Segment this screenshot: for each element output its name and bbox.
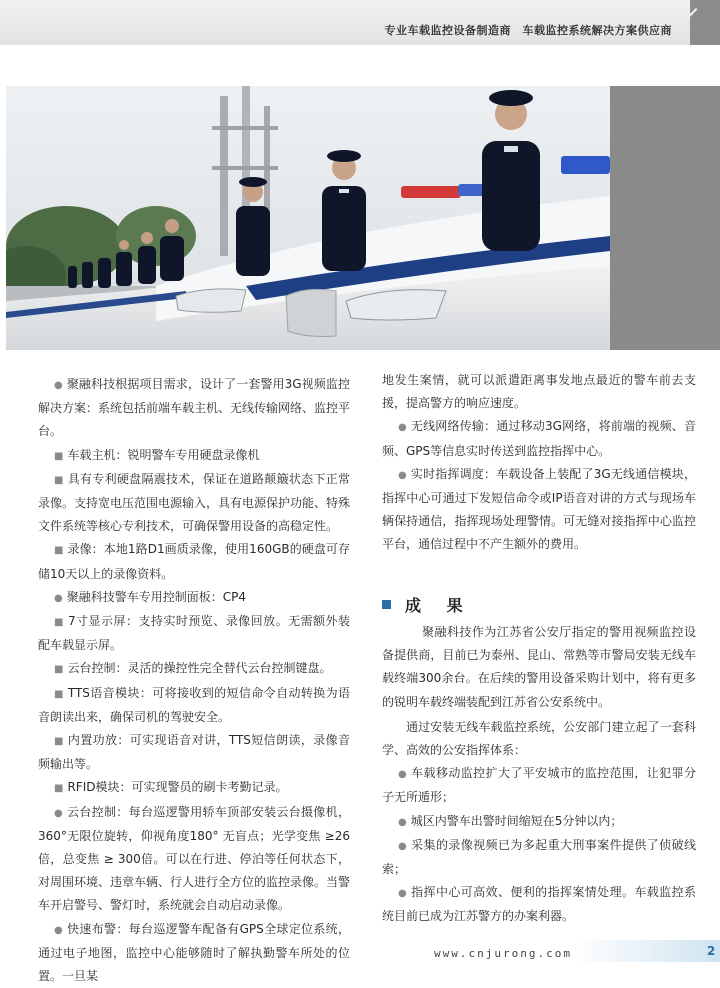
bullet-icon: ■ xyxy=(54,736,64,748)
intro-paragraph: ● 聚融科技根据项目需求，设计了一套警用3G视频监控解决方案：系统包括前端车载主机、无线传输网络、监控平台。 xyxy=(38,377,351,439)
list-item: ● 城区内警车出警时间缩短在5分钟以内； xyxy=(398,813,623,828)
list-item: ● 快速布警：每台巡逻警车配备有GPS全球定位系统，通过电子地图，监控中心能够随时了解执勤警车所处的位置。一旦某 xyxy=(38,921,351,984)
bullet-icon: ■ xyxy=(54,545,64,557)
list-item: ■ 车载主机：锐明警车专用硬盘录像机 xyxy=(54,447,260,462)
section-heading xyxy=(382,593,473,616)
bullet-icon: ● xyxy=(398,422,407,434)
page-number: 2 xyxy=(707,944,716,958)
list-item: ● 采集的录像视频已为多起重大刑事案件提供了侦破线索； xyxy=(382,837,696,877)
bullet-icon: ● xyxy=(398,469,407,481)
list-item: ● 指挥中心可高效、便利的指挥案情处理。车载监控系统目前已成为江苏警方的办案利器。 xyxy=(382,885,696,924)
footer-band xyxy=(572,940,720,962)
bullet-icon: ■ xyxy=(54,783,64,795)
list-item: ● 云台控制：每台巡逻警用轿车顶部安装云台摄像机，360°无限位旋转，仰视角度180° 无盲点；光学变焦 ≥26倍，总变焦 ≥ 300倍。可以在行进、停泊等任何状态下，对周围环境、违章车辆、行人进行全方位的监控录像。当警车开启警号、警灯时，系统就会自动启动录像。 xyxy=(38,804,351,913)
bullet-icon: ● xyxy=(54,380,63,391)
bullet-icon: ● xyxy=(398,769,408,781)
police-cars-photo xyxy=(6,86,610,350)
right-column xyxy=(382,369,696,557)
list-item: ■ TTS语音模块：可将接收到的短信命令自动转换为语音朗读出来，确保司机的驾驶安全。 xyxy=(38,685,350,724)
list-item: ■ 云台控制：灵活的操控性完全替代云台控制键盘。 xyxy=(54,661,332,676)
list-item: ■ 录像：本地1路D1画质录像，使用160GB的硬盘可存储10天以上的录像资料。 xyxy=(38,542,350,581)
bullet-icon: ■ xyxy=(54,688,64,700)
bullet-icon: ● xyxy=(398,816,407,828)
bullet-icon: ● xyxy=(54,592,63,604)
results-paragraph: 聚融科技作为江苏省公安厅指定的警用视频监控设备提供商，目前已为泰州、昆山、常熟等市警局安装无线车载终端300余台。在后续的警用设备采购计划中，将有更多的锐明车载终端装配到江苏省公安系统中。 xyxy=(382,625,696,709)
section-title: 成 果 xyxy=(405,596,473,615)
list-item: ● 聚融科技警车专用控制面板：CP4 xyxy=(54,589,246,604)
bullet-icon: ● xyxy=(54,807,64,819)
list-item: ● 实时指挥调度：车载设备上装配了3G无线通信模块，指挥中心可通过下发短信命令或IP语音对讲的方式与现场车辆保持通信，指挥现场处理警情。可无缝对接指挥中心监控平台，通信过程中不产生额外的费用。 xyxy=(382,466,696,552)
results-body xyxy=(382,621,696,929)
list-item: ■ 具有专利硬盘隔震技术，保证在道路颠簸状态下正常录像。支持宽电压范围电源输入，具有电源保护功能、特殊文件系统等核心专利技术，可确保警用设备的高稳定性。 xyxy=(38,471,351,534)
list-item: ● 无线网络传输：通过移动3G网络，将前端的视频、音频、GPS等信息实时传送到监控指挥中心。 xyxy=(382,419,696,458)
list-item: ● 车载移动监控扩大了平安城市的监控范围，让犯罪分子无所遁形； xyxy=(382,766,696,805)
header-corner-block xyxy=(690,0,720,45)
footer-url: www.cnjurong.com xyxy=(434,947,572,960)
list-item: ■ RFID模块：可实现警员的刷卡考勤记录。 xyxy=(54,780,288,795)
header-tagline: 专业车载监控设备制造商 车载监控系统解决方案供应商 xyxy=(384,24,672,37)
list-item: ■ 7寸显示屏：支持实时预览、录像回放。无需额外装配车载显示屏。 xyxy=(38,614,351,653)
photo-side-block xyxy=(610,86,720,350)
left-column xyxy=(38,373,350,988)
heading-square-icon xyxy=(382,600,391,609)
police-cars-illustration xyxy=(6,86,610,350)
results-paragraph: 通过安装无线车载监控系统，公安部门建立起了一套科学、高效的公安指挥体系： xyxy=(382,719,696,758)
bullet-icon: ● xyxy=(398,888,408,900)
bullet-icon: ● xyxy=(54,924,64,936)
bullet-icon: ■ xyxy=(54,664,64,676)
list-item: ■ 内置功放：可实现语音对讲，TTS短信朗读，录像音频输出等。 xyxy=(38,733,350,772)
bullet-icon: ■ xyxy=(54,450,64,462)
bullet-icon: ● xyxy=(398,840,408,852)
continued-paragraph: 地发生案情，就可以派遣距离事发地点最近的警车前去支援，提高警方的响应速度。 xyxy=(382,373,696,411)
bullet-icon: ■ xyxy=(54,474,64,486)
bullet-icon: ■ xyxy=(54,617,64,629)
